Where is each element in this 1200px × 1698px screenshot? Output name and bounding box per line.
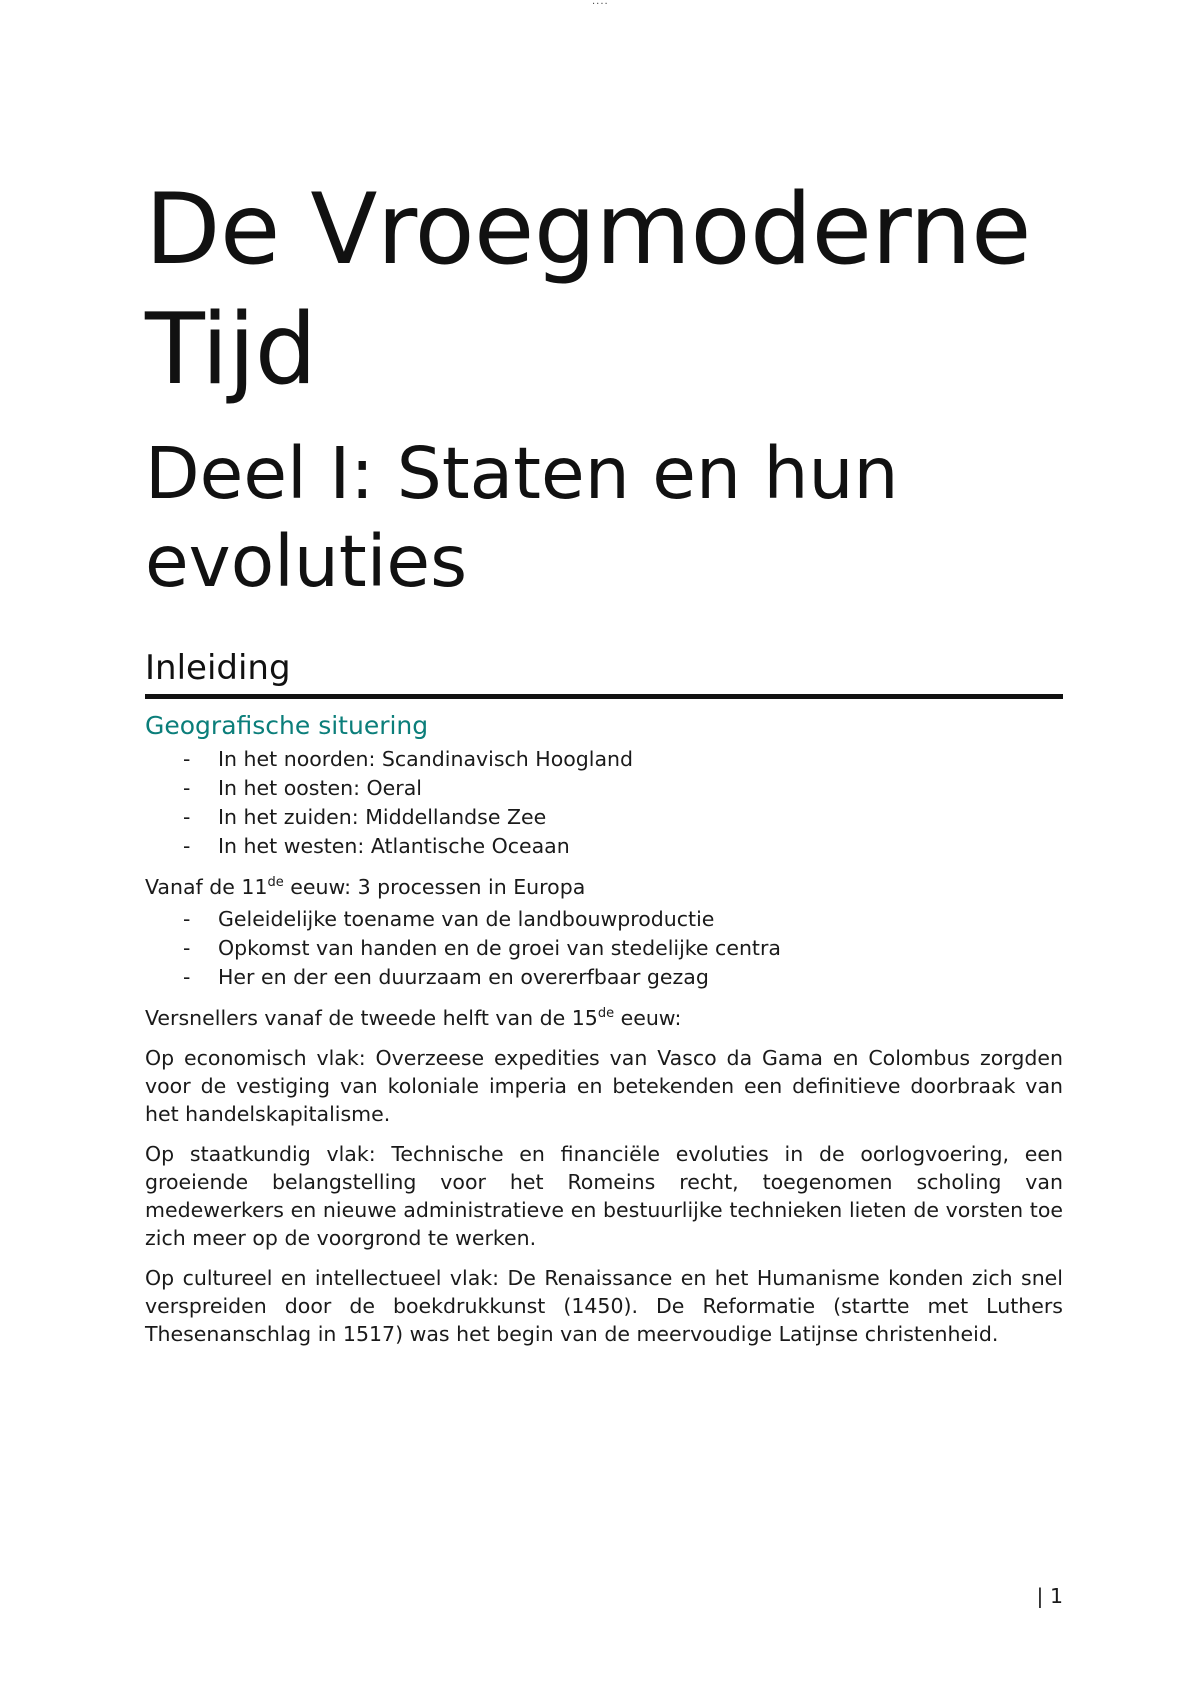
- accelerators-intro-sup: de: [597, 1006, 615, 1022]
- list-item: - In het westen: Atlantische Oceaan: [145, 832, 1063, 861]
- list-item: - In het noorden: Scandinavisch Hoogland: [145, 745, 1063, 774]
- accelerators-intro: [145, 1004, 1063, 1032]
- geo-list: [145, 745, 1063, 861]
- section-heading: Inleiding: [145, 648, 1063, 699]
- paragraph-cultural: Op cultureel en intellectueel vlak: De Renaissance en het Humanisme konden zich snel verspreiden door de boekdrukkunst (1450). De Reformatie (startte met Luthers Thesenanschlag in 1517) was het begin van de meervoudige Latijnse christenheid.: [145, 1266, 1063, 1346]
- page-content: [145, 170, 1063, 1348]
- list-item: - Opkomst van handen en de groei van stedelijke centra: [145, 934, 1063, 963]
- subtitle-line-2: evoluties: [145, 520, 468, 603]
- paragraph-economic: Op economisch vlak: Overzeese expedities van Vasco da Gama en Colombus zorgden voor de vestiging van koloniale imperia en betekenden een definitieve doorbraak van het handelskapitalisme.: [145, 1046, 1063, 1126]
- title-line-1: De Vroegmoderne: [145, 173, 1031, 287]
- title-line-2: Tijd: [145, 293, 317, 407]
- processes-intro-sup: de: [267, 875, 284, 891]
- subtitle-line-1: Deel I: Staten en hun: [145, 432, 899, 515]
- list-item: - Her en der een duurzaam en overerfbaar gezag: [145, 963, 1063, 992]
- processes-intro-rest: eeuw: 3 processen in Europa: [283, 875, 586, 899]
- document-title: [145, 170, 1063, 410]
- accelerators-intro-text: Versnellers vanaf de tweede helft van de 15: [145, 1006, 598, 1030]
- document-subtitle: [145, 430, 1063, 606]
- processes-intro-text: Vanaf de 11: [145, 875, 268, 899]
- process-list: [145, 905, 1063, 992]
- page-number: | 1: [1036, 1584, 1063, 1608]
- list-item: - In het zuiden: Middellandse Zee: [145, 803, 1063, 832]
- processes-intro: [145, 873, 1063, 901]
- accelerators-intro-rest: eeuw:: [614, 1006, 682, 1030]
- paragraph-political: Op staatkundig vlak: Technische en financiële evoluties in de oorlogvoering, een groeiende belangstelling voor het Romeins recht, toegenomen scholing van medewerkers en nieuwe administratieve en bestuurlijke technieken lieten de vorsten toe zich meer op de voorgrond te werken.: [145, 1142, 1063, 1250]
- list-item: - In het oosten: Oeral: [145, 774, 1063, 803]
- header-mark: ....: [592, 0, 609, 7]
- list-item: - Geleidelijke toename van de landbouwproductie: [145, 905, 1063, 934]
- subsection-heading: Geografische situering: [145, 711, 429, 740]
